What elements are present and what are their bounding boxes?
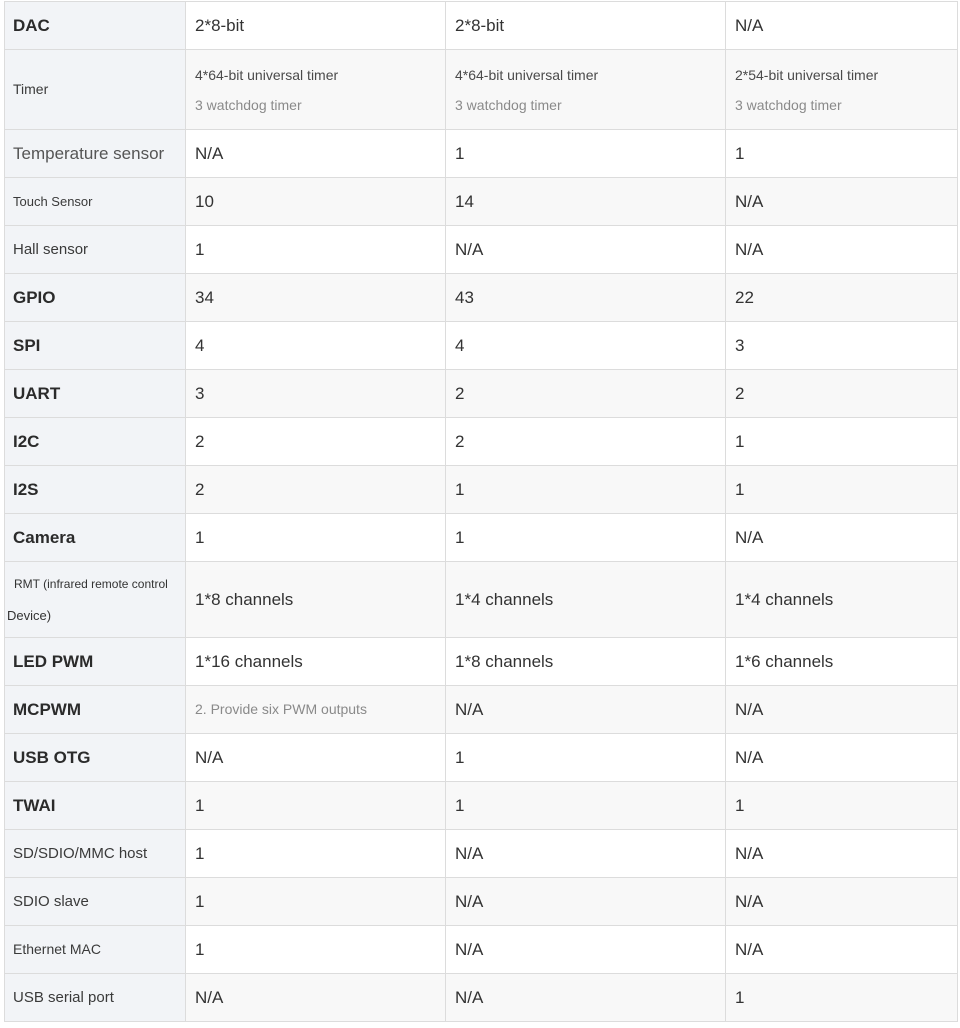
row-label (5, 974, 186, 1022)
table-cell (446, 638, 726, 686)
cell-value: 4 (195, 335, 205, 355)
cell-value: N/A (735, 747, 764, 767)
row-label-text: Timer (13, 80, 49, 97)
table-cell (186, 734, 446, 782)
row-label-text: SDIO slave (13, 892, 89, 910)
table-row-temperature-sensor (5, 130, 958, 178)
row-label (5, 830, 186, 878)
row-label (5, 878, 186, 926)
cell-value: N/A (735, 891, 764, 911)
table-cell (726, 370, 958, 418)
table-cell (186, 782, 446, 830)
table-cell (446, 274, 726, 322)
row-label (5, 322, 186, 370)
cell-value: 1 (195, 239, 205, 259)
table-cell (726, 178, 958, 226)
table-row-sd-sdio-mmc-host (5, 830, 958, 878)
table-cell (446, 686, 726, 734)
cell-value: 1 (195, 891, 205, 911)
row-label (5, 274, 186, 322)
table-cell (446, 926, 726, 974)
row-label (5, 782, 186, 830)
cell-value: N/A (735, 843, 764, 863)
cell-value: 1*8 channels (455, 651, 554, 671)
row-label (5, 50, 186, 130)
cell-value: N/A (735, 191, 764, 211)
row-label-text: GPIO (13, 287, 56, 307)
row-label-text: Hall sensor (13, 240, 89, 258)
table-cell (446, 974, 726, 1022)
cell-value: 1 (735, 987, 745, 1007)
row-label-text: SD/SDIO/MMC host (13, 844, 148, 862)
row-label (5, 370, 186, 418)
cell-value: 1 (735, 479, 745, 499)
cell-value: 1*6 channels (735, 651, 834, 671)
cell-value: 2*8-bit (455, 15, 505, 35)
cell-value: N/A (455, 939, 484, 959)
cell-value: 2 (455, 383, 465, 403)
table-cell (726, 926, 958, 974)
row-label (5, 686, 186, 734)
table-cell (446, 418, 726, 466)
table-cell (726, 638, 958, 686)
table-cell (446, 370, 726, 418)
cell-value-line1: 4*64-bit universal timer (455, 66, 599, 83)
table-cell (446, 782, 726, 830)
cell-value: 3 (195, 383, 205, 403)
row-label-text: Ethernet MAC (13, 940, 101, 957)
row-label-text: TWAI (13, 795, 56, 815)
row-label-text: USB serial port (13, 988, 114, 1006)
table-row-led-pwm (5, 638, 958, 686)
cell-value: 2 (735, 383, 745, 403)
table-cell (186, 370, 446, 418)
cell-value: 2 (455, 431, 465, 451)
table-cell (726, 274, 958, 322)
cell-value: 1 (735, 795, 745, 815)
row-label (5, 514, 186, 562)
cell-value-line2: 3 watchdog timer (455, 96, 562, 113)
row-label-text: USB OTG (13, 747, 91, 767)
cell-value: N/A (735, 527, 764, 547)
cell-value-line2: 3 watchdog timer (195, 96, 302, 113)
table-cell (726, 562, 958, 638)
row-label-text: I2C (13, 431, 40, 451)
table-row-rmt (5, 562, 958, 638)
row-label-text: MCPWM (13, 699, 81, 719)
table-cell (726, 974, 958, 1022)
row-label-text: Touch Sensor (13, 193, 93, 209)
row-label-text: SPI (13, 335, 41, 355)
cell-value: 1 (195, 527, 205, 547)
cell-value: 2 (195, 479, 205, 499)
cell-value: 1*8 channels (195, 589, 294, 609)
cell-value: N/A (195, 987, 224, 1007)
spec-comparison-table (4, 1, 958, 1022)
row-label-text-line2: Device) (7, 607, 52, 623)
table-cell (186, 226, 446, 274)
table-cell (186, 2, 446, 50)
table-cell (726, 418, 958, 466)
cell-value: 1 (455, 795, 465, 815)
table-row-sdio-slave (5, 878, 958, 926)
table-row-uart (5, 370, 958, 418)
table-cell (446, 130, 726, 178)
cell-value: 1 (195, 939, 205, 959)
table-cell (186, 466, 446, 514)
cell-value: 1 (455, 479, 465, 499)
cell-value-line2: 3 watchdog timer (735, 96, 842, 113)
table-cell (446, 734, 726, 782)
table-cell (186, 50, 446, 130)
cell-value: N/A (195, 143, 224, 163)
table-cell (726, 50, 958, 130)
table-row-i2c (5, 418, 958, 466)
cell-value: 10 (195, 191, 214, 211)
row-label (5, 734, 186, 782)
cell-value: N/A (455, 891, 484, 911)
table-row-twai (5, 782, 958, 830)
cell-value: 2*8-bit (195, 15, 245, 35)
cell-value: 1 (195, 843, 205, 863)
table-cell (186, 830, 446, 878)
table-cell (446, 562, 726, 638)
table-cell (186, 974, 446, 1022)
cell-value-line1: 2*54-bit universal timer (735, 66, 879, 83)
table-cell (726, 686, 958, 734)
cell-value: 1 (735, 143, 745, 163)
row-label (5, 466, 186, 514)
cell-value: 1*16 channels (195, 651, 303, 671)
table-cell (186, 878, 446, 926)
table-row-spi (5, 322, 958, 370)
table-row-i2s (5, 466, 958, 514)
cell-value: 1 (195, 795, 205, 815)
table-cell (726, 830, 958, 878)
table-row-gpio (5, 274, 958, 322)
table-cell (186, 322, 446, 370)
table-cell (726, 782, 958, 830)
table-row-camera (5, 514, 958, 562)
row-label-text: LED PWM (13, 651, 94, 671)
cell-value: 1 (735, 431, 745, 451)
cell-value: 3 (735, 335, 745, 355)
cell-value: 2 (195, 431, 205, 451)
cell-value: N/A (735, 15, 764, 35)
table-cell (446, 878, 726, 926)
row-label (5, 2, 186, 50)
cell-value: N/A (195, 747, 224, 767)
table-cell (186, 514, 446, 562)
table-cell (186, 274, 446, 322)
cell-value: N/A (735, 699, 764, 719)
cell-value: 1 (455, 527, 465, 547)
cell-value-line1: 4*64-bit universal timer (195, 66, 339, 83)
table-row-timer (5, 50, 958, 130)
cell-value: 43 (455, 287, 474, 307)
row-label-text: Camera (13, 527, 76, 547)
table-cell (726, 466, 958, 514)
cell-value: N/A (455, 239, 484, 259)
table-cell (186, 418, 446, 466)
cell-value: N/A (455, 843, 484, 863)
table-cell (186, 130, 446, 178)
table-cell (446, 830, 726, 878)
row-label (5, 926, 186, 974)
table-cell (186, 638, 446, 686)
row-label-text: UART (13, 383, 61, 403)
cell-value: N/A (735, 939, 764, 959)
table-cell (726, 514, 958, 562)
row-label-text: I2S (13, 479, 39, 499)
table-cell (186, 686, 446, 734)
row-label-text: DAC (13, 15, 50, 35)
table-cell (446, 466, 726, 514)
cell-value: 1 (455, 747, 465, 767)
cell-value: N/A (455, 699, 484, 719)
cell-value: 1*4 channels (455, 589, 554, 609)
table-cell (726, 226, 958, 274)
cell-value: N/A (735, 239, 764, 259)
cell-value: 2. Provide six PWM outputs (195, 700, 367, 717)
table-cell (186, 562, 446, 638)
table-cell (186, 178, 446, 226)
cell-value: 22 (735, 287, 754, 307)
row-label (5, 178, 186, 226)
table-cell (726, 878, 958, 926)
row-label (5, 130, 186, 178)
table-row-hall-sensor (5, 226, 958, 274)
table-cell (726, 2, 958, 50)
table-row-mcpwm (5, 686, 958, 734)
row-label (5, 562, 186, 638)
cell-value: 34 (195, 287, 214, 307)
table-cell (186, 926, 446, 974)
row-label (5, 418, 186, 466)
cell-value: 1*4 channels (735, 589, 834, 609)
cell-value: N/A (455, 987, 484, 1007)
row-label (5, 226, 186, 274)
table-cell (446, 178, 726, 226)
table-cell (446, 514, 726, 562)
table-cell (726, 734, 958, 782)
table-cell (726, 130, 958, 178)
table-cell (446, 226, 726, 274)
table-row-usb-serial-port (5, 974, 958, 1022)
table-cell (446, 322, 726, 370)
table-cell (446, 2, 726, 50)
table-row-ethernet-mac (5, 926, 958, 974)
cell-value: 14 (455, 191, 474, 211)
row-label-text: Temperature sensor (13, 143, 165, 163)
row-label (5, 638, 186, 686)
table-row-touch-sensor (5, 178, 958, 226)
table-row-usb-otg (5, 734, 958, 782)
table-row-dac (5, 2, 958, 50)
cell-value: 4 (455, 335, 465, 355)
table-cell (726, 322, 958, 370)
table-cell (446, 50, 726, 130)
row-label-text-line1: RMT (infrared remote control (14, 576, 168, 591)
cell-value: 1 (455, 143, 465, 163)
